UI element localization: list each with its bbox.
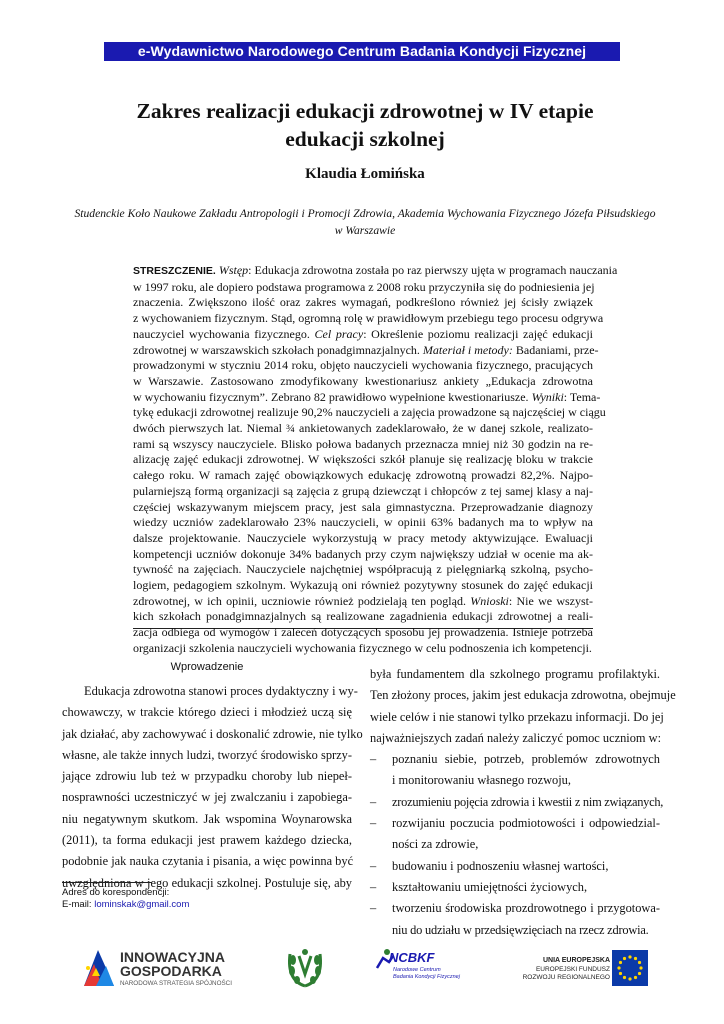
eu-star-icon — [619, 972, 622, 975]
abstract-line: tykę edukacji zdrowotnej realizuje 90,2% nauczycieli a zajęcia prowadzone są najczęściej w ciągu — [133, 405, 606, 420]
email-label: E-mail: — [62, 899, 92, 910]
eu-star-icon — [623, 976, 626, 979]
footnote-divider — [62, 882, 152, 883]
eu-text-logo — [504, 944, 610, 994]
list-item — [370, 813, 660, 856]
list-item-line: i monitorowaniu własnego rozwoju, — [392, 773, 571, 788]
publisher-banner: e-Wydawnictwo Narodowego Centrum Badania Kondycji Fizycznej — [104, 42, 620, 61]
abstract-line: z wychowaniem fizycznym. Stąd, ogromną rolę w prawidłowym przebiegu tego procesu odgrywa — [133, 311, 604, 326]
list-dash: – — [370, 901, 377, 916]
left-column — [62, 660, 363, 894]
email-link[interactable]: lominskak@gmail.com — [94, 899, 190, 910]
wreath-icon — [284, 944, 326, 990]
abstract-line: całego roku. W ramach zajęć obowiązkowych edukację zdrowotną prowadzi 82,2%. Najpo- — [133, 468, 593, 483]
eu-star-icon — [628, 977, 631, 980]
abstract-line: zdrowotnej w warszawskich szkołach ponadgimnazjalnych. Materiał i metody: Badaniami, prze- — [133, 342, 599, 357]
author-name: Klaudia Łomińska — [305, 166, 425, 182]
list-item — [370, 749, 660, 792]
ig-text-line: GOSPODARKA — [120, 963, 222, 979]
ig-text-line: INNOWACYJNA — [120, 949, 226, 965]
title-line: Zakres realizacji edukacji zdrowotnej w IV etapie — [136, 99, 594, 123]
list-item-line: kształtowaniu umiejętności życiowych, — [392, 879, 588, 894]
abstract-line: w wychowaniu fizycznym”. Zebrano 82 prawidłowo wypełnione kwestionariusze. Wyniki: Tema- — [133, 389, 601, 404]
abstract-line: nauczyciel wychowania fizycznego. Cel pracy: Określenie poziomu realizacji zajęć edukacji — [133, 326, 593, 341]
section-label-wnioski: Wnioski — [470, 593, 509, 608]
abstract-line: kompetencji uczniów dokonuje 34% badanych przy czym największy udział w ocenie ma ak- — [133, 546, 593, 561]
abstract-label: STRESZCZENIE. — [133, 265, 216, 277]
body-line: chowawczy, w trakcie którego dzieci i młodzież uczą się — [62, 705, 352, 720]
abstract-line: organizacji szkolenia nauczycieli wychowania fizycznego w celu podnoszenia ich kompetencji. — [133, 640, 592, 655]
abstract-line: kich szkołach ponadgimnazjalnych są realizowane zagadnienia edukacji zdrowotnej a reali- — [133, 609, 593, 624]
eu-star-icon — [638, 972, 641, 975]
eu-star-icon — [639, 966, 642, 969]
body-line: uwzględniona w jego edukacji szkolnej. Postuluje się, aby — [62, 875, 352, 890]
eu-star-icon — [617, 966, 620, 969]
abstract-line: w Warszawie. Zastosowano zmodyfikowany kwestionariusz ankiety „Edukacja zdrowotna — [133, 373, 593, 388]
list-item — [370, 856, 660, 877]
eu-star-icon — [623, 957, 626, 960]
footnote — [62, 887, 189, 911]
section-label-material: Materiał i metody: — [422, 342, 513, 357]
title-line: edukacji szkolnej — [285, 127, 445, 151]
abstract-line: zacja odbiega od wymogów i zaleceń dotyczących sposobu jej prowadzenia. Istnieje potrzeba — [133, 625, 593, 640]
eu-text-line: UNIA EUROPEJSKA — [542, 957, 610, 964]
list-dash: – — [370, 879, 377, 894]
eu-flag-icon — [612, 950, 648, 986]
affiliation-line: w Warszawie — [334, 224, 396, 237]
wreath-emblem-logo — [284, 944, 326, 994]
section-label-cel: Cel pracy — [314, 326, 364, 341]
ncbkf-wordmark: NCBKF — [389, 950, 435, 965]
list-item-line: budowaniu i podnoszeniu własnej wartości, — [392, 858, 609, 873]
abstract — [133, 263, 618, 655]
section-label-wyniki: Wyniki — [531, 389, 564, 404]
list-item-line: tworzeniu środowiska prozdrowotnego i przygotowa- — [392, 901, 660, 916]
section-heading: Wprowadzenie — [170, 661, 244, 673]
list-item — [370, 792, 664, 813]
eu-star-icon — [638, 961, 641, 964]
list-item-line: poznaniu siebie, potrzeb, problemów zdrowotnych — [392, 752, 660, 767]
body-line: Ten złożony proces, jakim jest edukacja zdrowotna, obejmuje — [370, 688, 676, 703]
ig-tagline: NARODOWA STRATEGIA SPÓJNOŚCI — [120, 980, 232, 987]
body-line: nosprawności uczestniczyć w jej zwalczaniu i zapobiega- — [62, 790, 352, 805]
ncbkf-text-line: Badania Kondycji Fizycznej — [393, 974, 460, 980]
list-dash: – — [370, 816, 377, 831]
body-line: Edukacja zdrowotna stanowi proces dydaktyczny i wy- — [84, 684, 358, 698]
body-line: jające zdrowiu lub też w przypadku choroby lub niepeł- — [62, 769, 352, 784]
abstract-line: tywność na zajęciach. Nauczyciele najchętniej współpracują z pielęgniarką szkolną, psycho- — [133, 562, 593, 577]
list-dash: – — [370, 858, 377, 873]
abstract-line: rami są wszyscy nauczyciele. Blisko połowa badanych przeznacza mniej niż 30 godzin na re- — [133, 436, 593, 451]
eu-text-line: ROZWOJU REGIONALNEGO — [522, 974, 610, 981]
correspondence-label: Adres do korespondencji: — [62, 887, 170, 898]
ncbkf-logo — [373, 944, 463, 994]
abstract-line: pularniejszą formą organizacji są zajęcia z grupą dziewcząt i chłopców z tej samej klasy a naj- — [133, 483, 593, 498]
body-line: jak działać, aby zachowywać i doskonalić zdrowie, nie tylko — [62, 726, 363, 741]
abstract-line: dwóch pierwszych lat. Niemal ¾ ankietowanych zadeklarowało, że w danej szkole, realizato- — [133, 421, 593, 436]
affiliation — [62, 205, 668, 239]
abstract-line: częściej wskazywanym miejscem pracy, jest sala gimnastyczna. Przeprowadzanie diagnozy — [133, 499, 593, 514]
abstract-line: dalsze projektowanie. Nauczyciele wykorzystują w pracy metody aktywizujące. Ewaluacji — [133, 530, 593, 545]
eu-star-icon — [619, 961, 622, 964]
list-dash: – — [370, 752, 377, 767]
abstract-line: w 1997 roku, ale dopiero podstawa programowa z 2008 roku przyczyniła się do podniesienia jej — [133, 279, 595, 294]
right-column — [370, 664, 676, 941]
body-line: najważniejszych zadań należy zaliczyć pomoc uczniom w: — [370, 730, 662, 745]
body-line: wiele celów i nie stanowi tylko przekazu informacji. Do jej — [370, 709, 664, 724]
eu-star-icon — [634, 976, 637, 979]
list-item-line: niu do udziału w przedsięwzięciach na rzecz zdrowia. — [392, 922, 649, 937]
abstract-line: STRESZCZENIE. Wstęp: Edukacja zdrowotna została po raz pierwszy ujęta w programach nauczania — [133, 263, 618, 277]
abstract-line: logiem, pedagogiem szkolnym. Wykazują oni również pozytywny stosunek do zajęć edukacji — [133, 578, 593, 593]
body-line: podobnie jak nauka czytania i pisania, a więc powinna być — [62, 854, 354, 869]
email-row — [62, 899, 189, 911]
eu-star-icon — [634, 957, 637, 960]
abstract-line: zdrowotnej, w ich opinii, uczniowie również podzielają ten pogląd. Wnioski: Nie we wszyst- — [133, 593, 593, 608]
ncbkf-text-line: Narodowe Centrum — [393, 967, 441, 973]
eu-star-icon — [628, 955, 631, 958]
section-label-wstep: Wstęp — [218, 263, 249, 277]
abstract-line: znaczenia. Zwiększono ilość oraz zakres wymagań, podkreślono również jej ścisły związek — [133, 295, 593, 310]
body-line: własne, ale także innych ludzi, tworzyć środowisko sprzy- — [62, 747, 352, 762]
list-item-line: zrozumieniu pojęcia zdrowia i kwestii z nim związanych, — [392, 794, 664, 809]
eu-text-line: EUROPEJSKI FUNDUSZ — [535, 966, 610, 973]
body-line: (2011), ta forma edukacji jest prawem każdego dziecka, — [62, 833, 352, 848]
innowacyjna-gospodarka-logo — [82, 944, 252, 994]
abstract-line: wiedzy uczniów zadeklarowało 23% nauczycieli, w opinii 63% badanych ma to wpływ na — [133, 515, 593, 530]
list-item-line: rozwijaniu poczucia podmiotowości i odpowiedzial- — [392, 816, 660, 831]
abstract-line: alizację zajęć edukacji zdrowotnej. W większości szkół planuje się realizację bloku w trakcie — [133, 452, 593, 467]
list-item — [370, 877, 660, 898]
list-item-line: ności za zdrowie, — [392, 837, 479, 852]
ig-emblem-icon — [82, 946, 116, 992]
eu-flag-logo — [612, 950, 648, 986]
paper-title — [100, 97, 630, 153]
abstract-line: prowadzonymi w styczniu 2014 roku, objęto nauczycieli wychowania fizycznego, pracujących — [133, 358, 593, 373]
body-line: była fundamentem dla szkolnego programu profilaktyki. — [370, 667, 660, 681]
affiliation-line: Studenckie Koło Naukowe Zakładu Antropologii i Promocji Zdrowia, Akademia Wychowania Fizycznego Józefa Piłsudskiego — [74, 207, 656, 220]
list-dash: – — [370, 794, 377, 809]
body-line: niu negatywnym skutkom. Jak wspomina Woynarowska — [62, 811, 352, 826]
list-item — [370, 898, 660, 941]
